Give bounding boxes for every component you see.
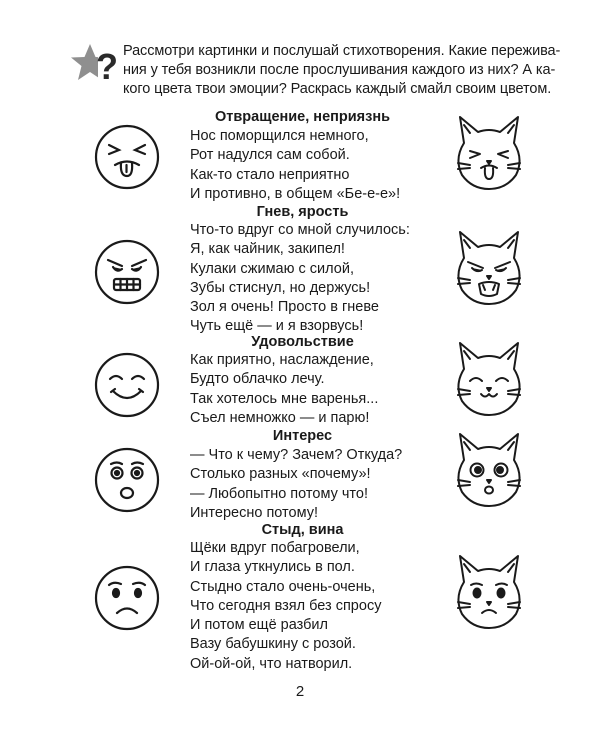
poem-line: Так хотелось мне варенья... xyxy=(190,390,379,407)
poem xyxy=(190,539,381,674)
poem-line: Ой-ой-ой, что натворил. xyxy=(190,655,353,672)
poem-line: — Любопытно потому что! xyxy=(190,485,368,502)
poem-line: Стыдно стало очень-очень, xyxy=(190,578,376,595)
curious-cat-icon xyxy=(450,430,528,510)
poem-line: И противно, в общем «Бе-е-е»! xyxy=(190,185,401,202)
poem-line: — Что к чему? Зачем? Откуда? xyxy=(190,447,403,463)
ashamed-smiley-icon xyxy=(93,564,161,632)
poem xyxy=(190,127,400,204)
pleased-smiley-icon xyxy=(93,351,161,419)
poem xyxy=(190,351,378,428)
poem-line: Щёки вдруг побагровели, xyxy=(190,540,360,556)
poem-line: Рот надулся сам собой. xyxy=(190,147,350,164)
poem-line: Как приятно, наслаждение, xyxy=(190,352,374,368)
poem-line: Столько разных «почему»! xyxy=(190,466,371,483)
poem-line: Зол я очень! Просто в гневе xyxy=(190,299,379,316)
section-title: Стыд, вина xyxy=(261,522,344,538)
poem-line: Будто облачко лечу. xyxy=(190,371,325,388)
star-question-icon xyxy=(70,42,118,88)
poem-line: Что-то вдруг со мной случилось: xyxy=(190,222,410,238)
intro-line: Рассмотри картинки и послушай стихотворения. Какие пережива- xyxy=(123,43,561,59)
poem-line: И потом ещё разбил xyxy=(190,617,328,634)
intro-line: кого цвета твои эмоции? Раскрась каждый смайл своим цветом. xyxy=(123,81,552,97)
angry-cat-icon xyxy=(450,228,528,308)
section-title: Гнев, ярость xyxy=(256,204,349,220)
ashamed-cat-icon xyxy=(450,552,528,632)
intro-instructions xyxy=(123,42,563,99)
poem-line: Что сегодня взял без спросу xyxy=(190,597,382,614)
disgusted-cat-icon xyxy=(450,113,528,193)
poem-line: И глаза уткнулись в пол. xyxy=(190,559,355,576)
poem-line: Интересно потому! xyxy=(190,504,319,521)
poem-line: Съел немножко — и парю! xyxy=(190,409,370,426)
section-title: Удовольствие xyxy=(251,334,354,350)
poem-line: Нос поморщился немного, xyxy=(190,128,369,144)
poem-line: Кулаки сжимаю с силой, xyxy=(190,260,354,277)
poem xyxy=(190,446,402,523)
angry-smiley-icon xyxy=(93,238,161,306)
section-title: Интерес xyxy=(272,428,333,444)
poem-line: Как-то стало неприятно xyxy=(190,166,350,183)
section-title: Отвращение, неприязнь xyxy=(215,109,390,125)
page-number: 2 xyxy=(295,683,305,700)
poem-line: Чуть ещё — и я взорвусь! xyxy=(190,318,364,335)
pleased-cat-icon xyxy=(450,339,528,419)
poem-line: Вазу бабушкину с розой. xyxy=(190,636,356,653)
svg-text:?: ? xyxy=(96,46,118,87)
disgust-smiley-icon xyxy=(93,123,161,191)
poem-line: Я, как чайник, закипел! xyxy=(190,241,345,258)
intro-line: ния у тебя возникли после прослушивания каждого из них? А ка- xyxy=(123,62,556,78)
curious-smiley-icon xyxy=(93,446,161,514)
poem xyxy=(190,221,410,337)
poem-line: Зубы стиснул, но держусь! xyxy=(190,279,371,296)
